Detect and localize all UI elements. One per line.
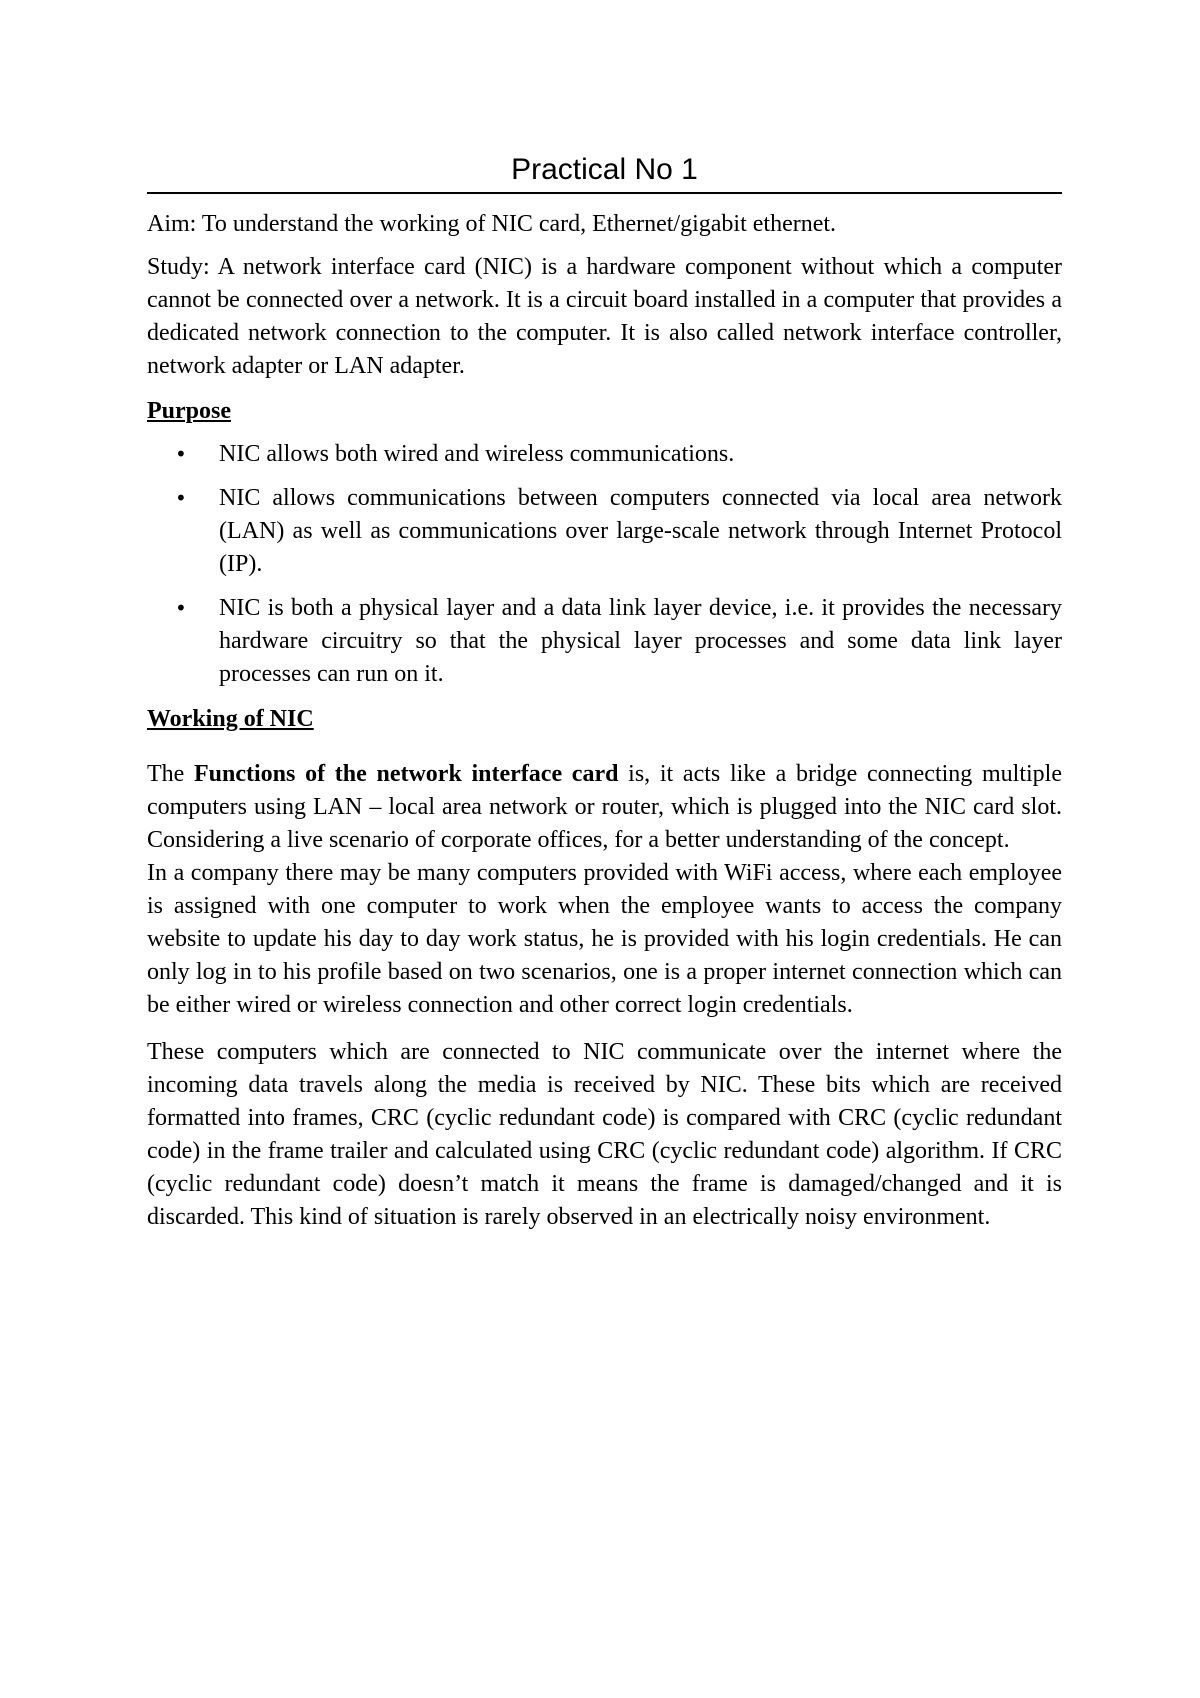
list-item xyxy=(147,438,1062,471)
document-content xyxy=(147,150,1062,1244)
working-paragraph-2: In a company there may be many computers provided with WiFi access, where each employee is assigned with one computer to work when the employee wants to access the company website to update his day to day work status, he is provided with his login credentials. He can only log in to his profile based on two scenarios, one is a proper internet connection which can be either wired or wireless connection and other correct login credentials. xyxy=(147,860,1062,1018)
aim-paragraph: Aim: To understand the working of NIC card, Ethernet/gigabit ethernet. xyxy=(147,211,837,237)
list-item xyxy=(147,482,1062,581)
purpose-heading: Purpose xyxy=(147,398,231,424)
study-paragraph: Study: A network interface card (NIC) is a hardware component without which a computer cannot be connected over a network. It is a circuit board installed in a computer that provides a dedicated network connection to the computer. It is also called network interface controller, network adapter or LAN adapter. xyxy=(147,254,1062,379)
list-item xyxy=(147,592,1062,691)
working-paragraph-1 xyxy=(147,758,1062,857)
list-item-text: NIC allows communications between computers connected via local area network (LAN) as well as communications over large-scale network through Internet Protocol (IP). xyxy=(219,485,1062,577)
bullet-icon: • xyxy=(175,442,187,466)
working-paragraph-3: These computers which are connected to NIC communicate over the internet where the incoming data travels along the media is received by NIC. These bits which are received formatted into frames, CRC (cyclic redundant code) is compared with CRC (cyclic redundant code) in the frame trailer and calculated using CRC (cyclic redundant code) algorithm. If CRC (cyclic redundant code) doesn’t match it means the frame is damaged/changed and it is discarded. This kind of situation is rarely observed in an electrically noisy environment. xyxy=(147,1039,1062,1230)
bullet-icon: • xyxy=(175,486,187,510)
list-item-text: NIC is both a physical layer and a data link layer device, i.e. it provides the necessary hardware circuitry so that the physical layer processes and some data link layer processes can run on it. xyxy=(219,595,1062,687)
page-title: Practical No 1 xyxy=(147,150,1062,194)
working-paragraph-1-prefix: The xyxy=(147,761,195,787)
list-item-text: NIC allows both wired and wireless communications. xyxy=(219,441,735,467)
working-heading: Working of NIC xyxy=(147,706,314,732)
functions-bold-text: Functions of the network interface card xyxy=(194,761,619,787)
purpose-list xyxy=(147,438,1062,691)
working-paragraph-1-rest: is, it acts like a bridge connecting multiple computers using LAN – local area network or router, which is plugged into the NIC card slot. Considering a live scenario of corporate offices, for a better understanding of the concept. xyxy=(147,761,1062,853)
bullet-icon: • xyxy=(175,596,187,620)
